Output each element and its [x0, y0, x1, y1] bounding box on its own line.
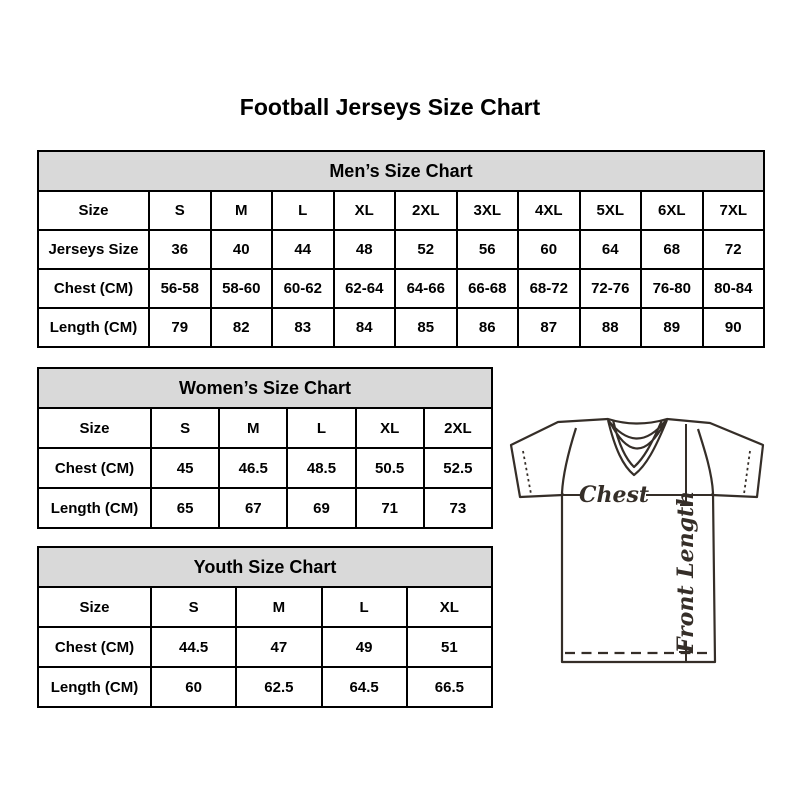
front-length-label: Front Length — [673, 490, 699, 654]
table-cell: XL — [334, 191, 396, 230]
mens-size-table — [37, 150, 765, 348]
table-cell: 52.5 — [424, 448, 492, 488]
table-cell: 66.5 — [407, 667, 492, 707]
table-cell: 7XL — [703, 191, 765, 230]
table-cell: 60 — [518, 230, 580, 269]
row-label: Chest (CM) — [38, 627, 151, 667]
table-cell: 84 — [334, 308, 396, 347]
table-cell: 56-58 — [149, 269, 211, 308]
table-cell: 64.5 — [322, 667, 407, 707]
table-cell: 44.5 — [151, 627, 236, 667]
table-cell: 60 — [151, 667, 236, 707]
table-cell: 83 — [272, 308, 334, 347]
womens-size-table — [37, 367, 493, 529]
table-cell: L — [322, 587, 407, 627]
table-cell: 76-80 — [641, 269, 703, 308]
table-cell: M — [219, 408, 287, 448]
table-cell: 50.5 — [356, 448, 424, 488]
youth-size-table — [37, 546, 493, 708]
table-cell: 36 — [149, 230, 211, 269]
table-cell: 51 — [407, 627, 492, 667]
table-cell: 90 — [703, 308, 765, 347]
row-label: Chest (CM) — [38, 269, 149, 308]
table-row — [38, 488, 492, 528]
table-cell: 89 — [641, 308, 703, 347]
table-cell: M — [236, 587, 321, 627]
table-cell: 64 — [580, 230, 642, 269]
table-cell: 73 — [424, 488, 492, 528]
table-row — [38, 269, 764, 308]
cuff-stitch-right-icon — [744, 451, 750, 494]
table-cell: 71 — [356, 488, 424, 528]
table-cell: 82 — [211, 308, 273, 347]
table-title-row — [38, 151, 764, 191]
jersey-measurement-diagram — [500, 405, 772, 667]
table-cell: 52 — [395, 230, 457, 269]
collar-icon — [608, 420, 667, 475]
row-label: Length (CM) — [38, 308, 149, 347]
cuff-stitch-left-icon — [523, 451, 531, 494]
row-label: Size — [38, 191, 149, 230]
table-row — [38, 308, 764, 347]
table-row — [38, 191, 764, 230]
table-cell: M — [211, 191, 273, 230]
armhole-seam-right-icon — [698, 429, 713, 493]
table-cell: 2XL — [424, 408, 492, 448]
table-cell: 60-62 — [272, 269, 334, 308]
table-row — [38, 408, 492, 448]
table-cell: 45 — [151, 448, 219, 488]
table-cell: 87 — [518, 308, 580, 347]
table-cell: 58-60 — [211, 269, 273, 308]
table-cell: 48 — [334, 230, 396, 269]
jersey-outline-icon — [511, 419, 763, 662]
table-cell: 44 — [272, 230, 334, 269]
table-cell: S — [149, 191, 211, 230]
row-label: Size — [38, 587, 151, 627]
table-cell: 46.5 — [219, 448, 287, 488]
table-cell: S — [151, 587, 236, 627]
table-row — [38, 230, 764, 269]
armhole-seam-left-icon — [562, 428, 576, 493]
table-cell: 3XL — [457, 191, 519, 230]
table-cell: 2XL — [395, 191, 457, 230]
table-cell: 66-68 — [457, 269, 519, 308]
row-label: Jerseys Size — [38, 230, 149, 269]
row-label: Size — [38, 408, 151, 448]
table-cell: 80-84 — [703, 269, 765, 308]
table-cell: S — [151, 408, 219, 448]
table-cell: 47 — [236, 627, 321, 667]
table-cell: 56 — [457, 230, 519, 269]
table-title-row — [38, 547, 492, 587]
page-title: Football Jerseys Size Chart — [239, 94, 541, 120]
table-row — [38, 627, 492, 667]
chest-label: Chest — [578, 482, 650, 508]
table-cell: 86 — [457, 308, 519, 347]
table-cell: 79 — [149, 308, 211, 347]
table-row — [38, 587, 492, 627]
table-cell: 62.5 — [236, 667, 321, 707]
table-cell: 88 — [580, 308, 642, 347]
table-cell: 64-66 — [395, 269, 457, 308]
table-cell: 48.5 — [287, 448, 355, 488]
table-cell: 67 — [219, 488, 287, 528]
table-cell: 62-64 — [334, 269, 396, 308]
table-cell: 72 — [703, 230, 765, 269]
table-cell: 65 — [151, 488, 219, 528]
row-label: Length (CM) — [38, 488, 151, 528]
table-cell: 68-72 — [518, 269, 580, 308]
table-cell: 69 — [287, 488, 355, 528]
table-cell: 72-76 — [580, 269, 642, 308]
row-label: Length (CM) — [38, 667, 151, 707]
table-cell: L — [272, 191, 334, 230]
table-cell: L — [287, 408, 355, 448]
table-title: Youth Size Chart — [38, 547, 492, 587]
table-cell: 49 — [322, 627, 407, 667]
table-row — [38, 448, 492, 488]
table-cell: XL — [407, 587, 492, 627]
table-title: Men’s Size Chart — [38, 151, 764, 191]
table-cell: 40 — [211, 230, 273, 269]
table-cell: 5XL — [580, 191, 642, 230]
table-cell: 4XL — [518, 191, 580, 230]
table-row — [38, 667, 492, 707]
row-label: Chest (CM) — [38, 448, 151, 488]
table-cell: XL — [356, 408, 424, 448]
table-title: Women’s Size Chart — [38, 368, 492, 408]
table-title-row — [38, 368, 492, 408]
table-cell: 6XL — [641, 191, 703, 230]
table-cell: 85 — [395, 308, 457, 347]
table-cell: 68 — [641, 230, 703, 269]
